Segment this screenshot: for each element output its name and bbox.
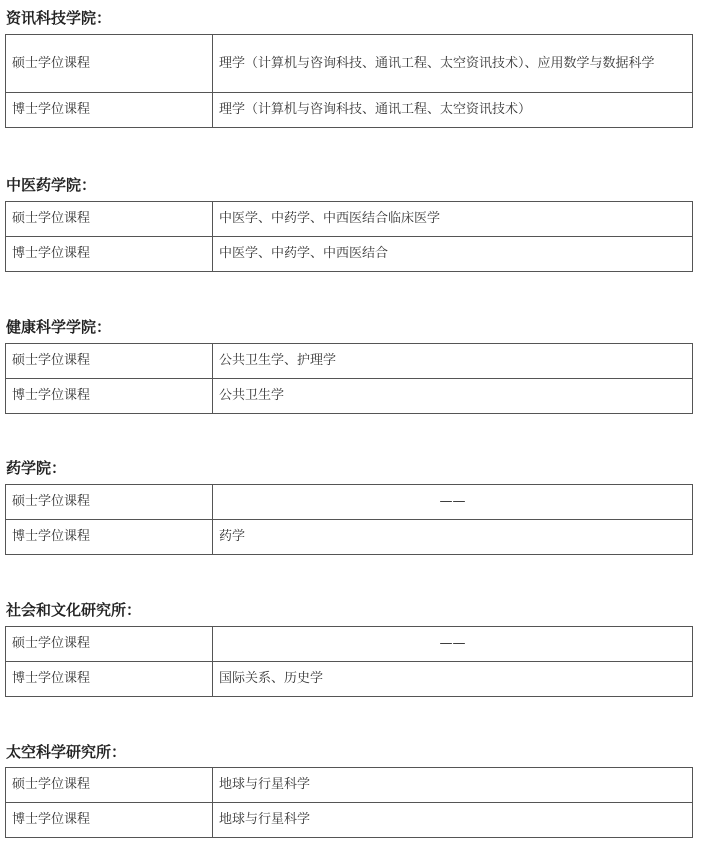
degree-label: 博士学位课程 xyxy=(6,520,213,555)
table-row xyxy=(6,35,693,93)
degree-value: 中医学、中药学、中西医结合临床医学 xyxy=(213,202,693,237)
degree-label: 硕士学位课程 xyxy=(6,202,213,237)
program-table xyxy=(5,34,693,128)
degree-value: 药学 xyxy=(213,520,693,555)
degree-label: 博士学位课程 xyxy=(6,237,213,272)
degree-value: —— xyxy=(213,485,693,520)
degree-value: 理学（计算机与咨询科技、通讯工程、太空资讯技术） xyxy=(213,93,693,128)
table-row xyxy=(6,485,693,520)
degree-value: 公共卫生学 xyxy=(213,379,693,414)
program-table xyxy=(5,343,693,414)
degree-label: 硕士学位课程 xyxy=(6,768,213,803)
degree-value: 地球与行星科学 xyxy=(213,803,693,838)
degree-label: 博士学位课程 xyxy=(6,662,213,697)
table-row xyxy=(6,344,693,379)
table-row xyxy=(6,768,693,803)
degree-value: 国际关系、历史学 xyxy=(213,662,693,697)
table-row xyxy=(6,662,693,697)
degree-label: 博士学位课程 xyxy=(6,803,213,838)
degree-value: —— xyxy=(213,627,693,662)
section-title: 太空科学研究所： xyxy=(6,743,127,761)
degree-label: 硕士学位课程 xyxy=(6,627,213,662)
program-table xyxy=(5,626,693,697)
table-row xyxy=(6,627,693,662)
table-row xyxy=(6,93,693,128)
program-table xyxy=(5,767,693,838)
degree-label: 硕士学位课程 xyxy=(6,35,213,93)
table-row xyxy=(6,520,693,555)
degree-value: 理学（计算机与咨询科技、通讯工程、太空资讯技术）、应用数学与数据科学 xyxy=(213,35,693,93)
section-title: 健康科学学院： xyxy=(6,318,112,336)
table-row xyxy=(6,803,693,838)
degree-label: 博士学位课程 xyxy=(6,93,213,128)
degree-label: 博士学位课程 xyxy=(6,379,213,414)
section-title: 中医药学院： xyxy=(6,176,97,194)
degree-value: 地球与行星科学 xyxy=(213,768,693,803)
program-table xyxy=(5,201,693,272)
degree-value: 中医学、中药学、中西医结合 xyxy=(213,237,693,272)
table-row xyxy=(6,237,693,272)
table-row xyxy=(6,202,693,237)
table-row xyxy=(6,379,693,414)
degree-label: 硕士学位课程 xyxy=(6,344,213,379)
degree-label: 硕士学位课程 xyxy=(6,485,213,520)
section-title: 社会和文化研究所： xyxy=(6,601,142,619)
program-table xyxy=(5,484,693,555)
degree-value: 公共卫生学、护理学 xyxy=(213,344,693,379)
section-title: 资讯科技学院： xyxy=(6,9,112,27)
section-title: 药学院： xyxy=(6,459,67,477)
